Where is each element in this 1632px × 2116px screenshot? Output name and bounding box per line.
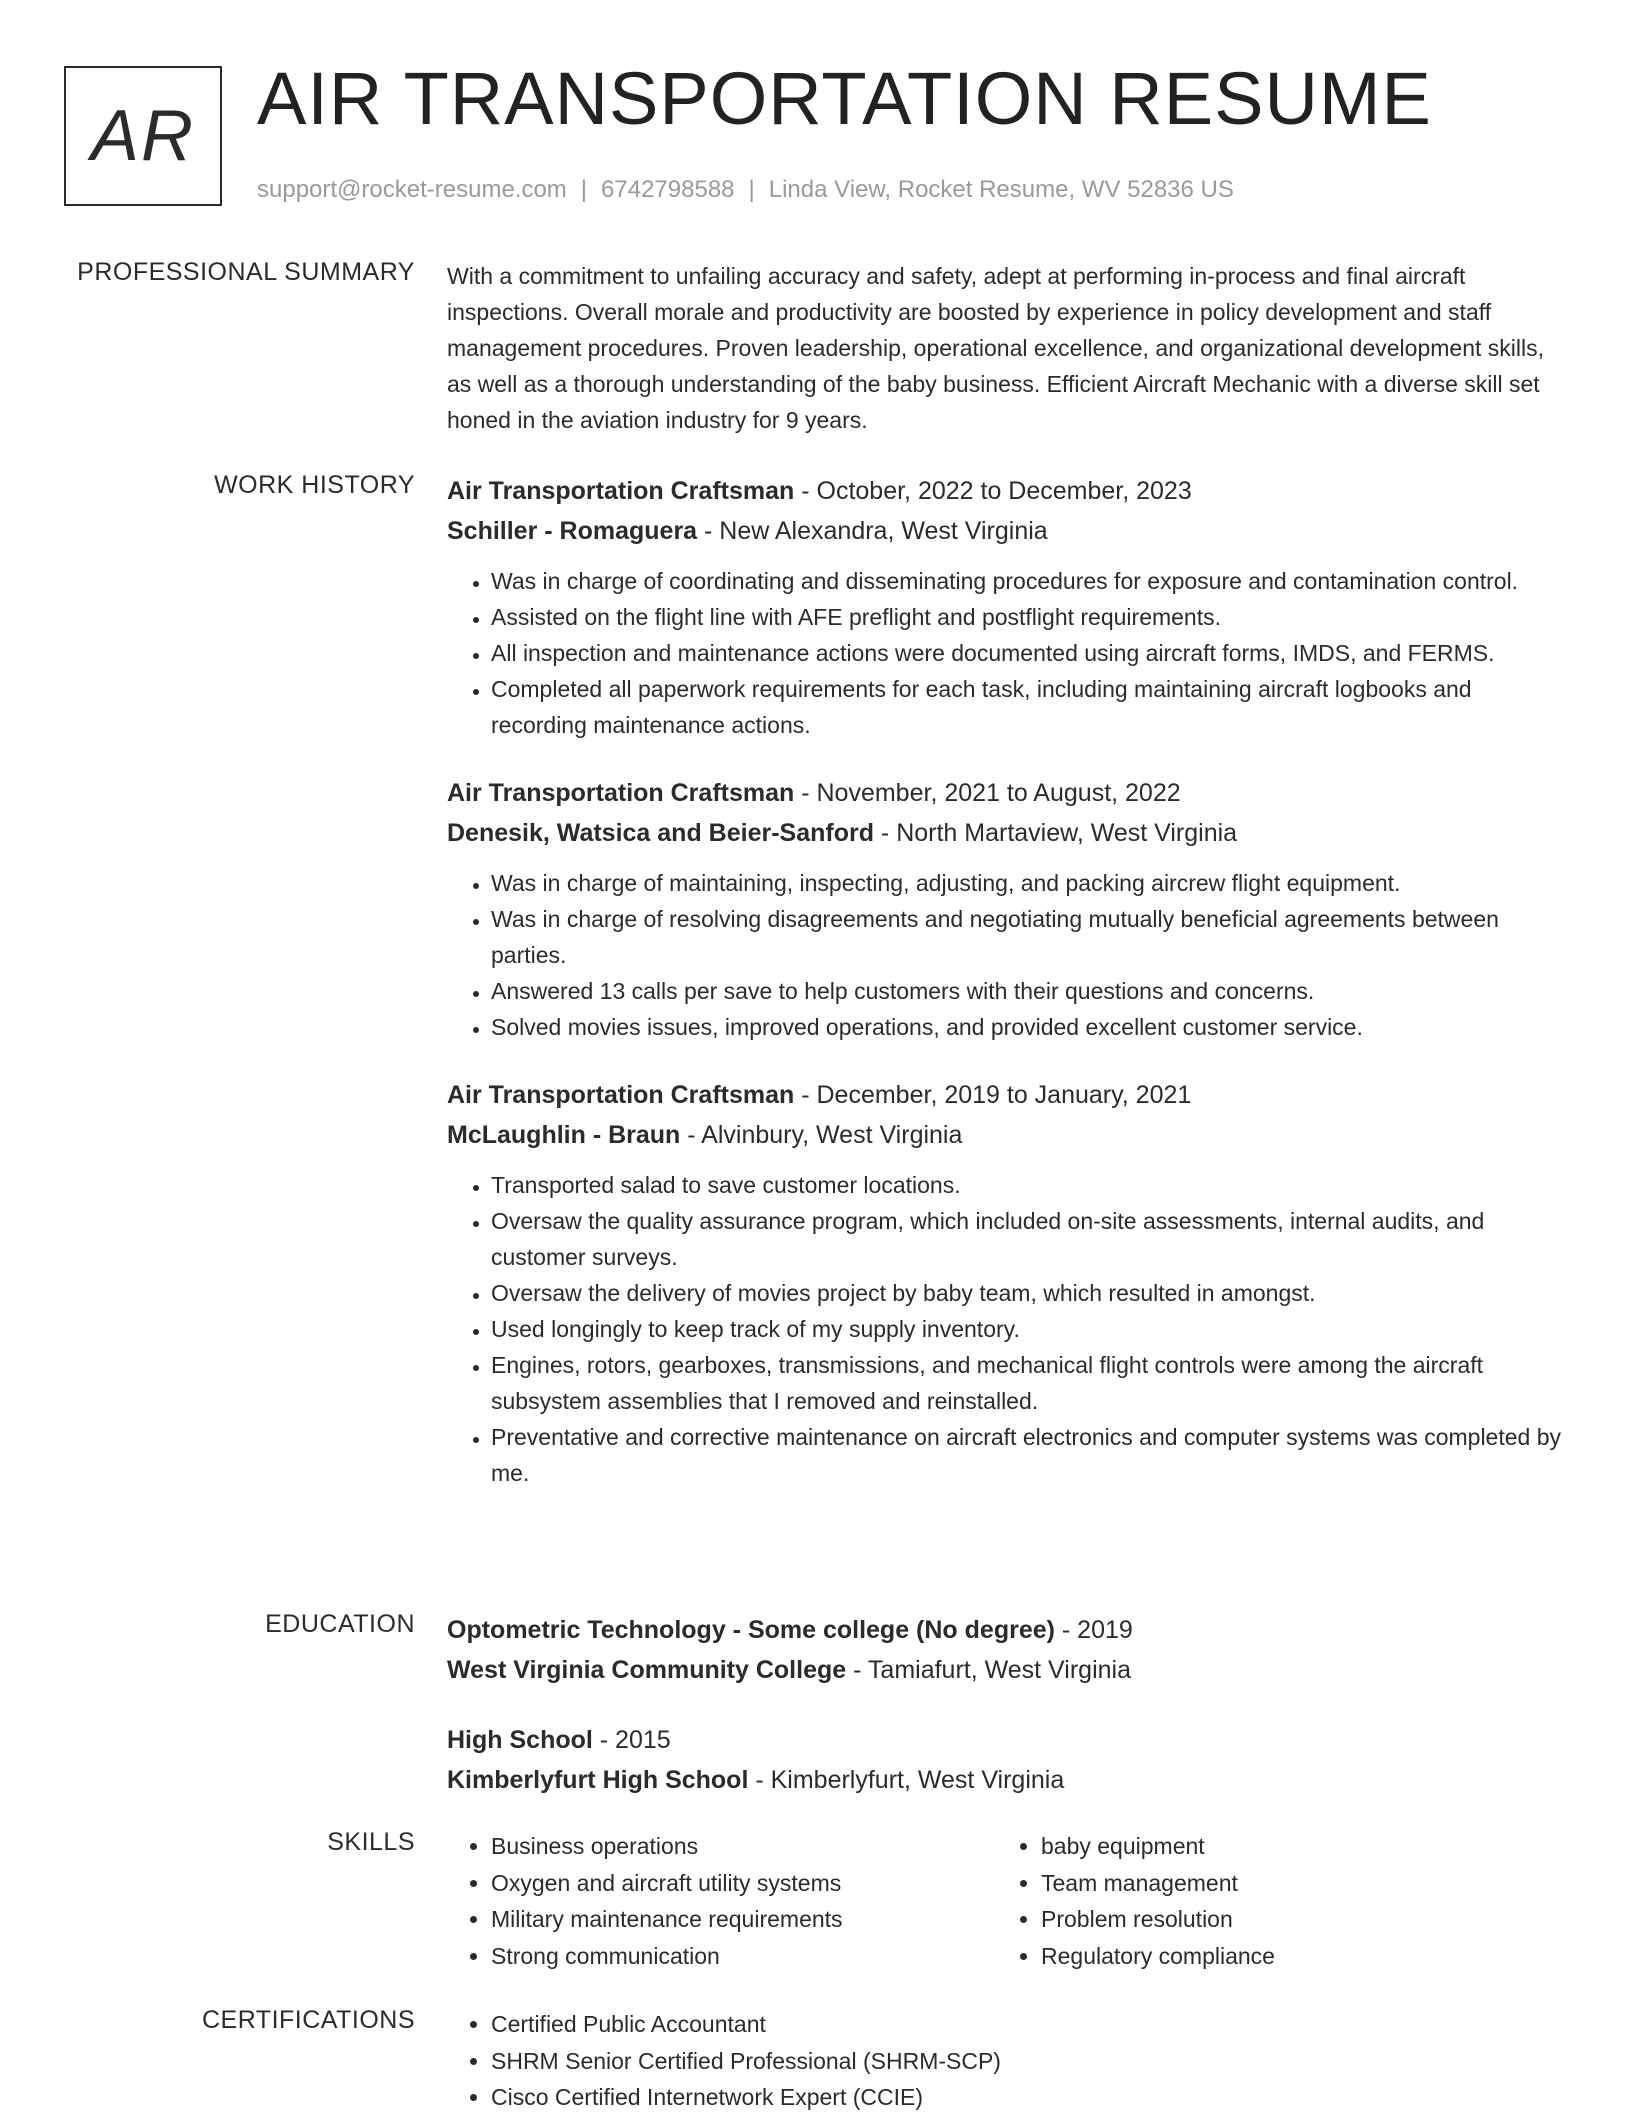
education-degree-line: [447, 1720, 1569, 1760]
education-location: - Kimberlyfurt, West Virginia: [748, 1766, 1065, 1794]
skill-item: • Problem resolution: [1041, 1901, 1547, 1938]
education-school-line: [447, 1650, 1569, 1690]
certification-item: • Cisco Certified Internetwork Expert (CCIE): [491, 2079, 1569, 2116]
skills-column-left: [447, 1828, 997, 1974]
education-degree: Optometric Technology - Some college (No degree): [447, 1616, 1055, 1644]
contact-address: Linda View, Rocket Resume, WV 52836 US: [768, 176, 1234, 203]
skill-item: • Oxygen and aircraft utility systems: [491, 1865, 997, 1902]
skill-item: • baby equipment: [1041, 1828, 1547, 1865]
contact-phone[interactable]: 6742798588: [601, 176, 735, 203]
education-degree: High School: [447, 1726, 593, 1754]
job-company: McLaughlin - Braun: [447, 1121, 681, 1149]
job-entry: [447, 471, 1569, 743]
job-location: - Alvinbury, West Virginia: [680, 1121, 963, 1149]
certification-item: • SHRM Senior Certified Professional (SHRM-SCP): [491, 2043, 1569, 2080]
job-bullet: • Transported salad to save customer locations.: [491, 1167, 1569, 1203]
contact-email[interactable]: support@rocket-resume.com: [257, 176, 567, 203]
job-entry: [447, 773, 1569, 1045]
job-company: Denesik, Watsica and Beier-Sanford: [447, 819, 874, 847]
education-year: - 2019: [1054, 1616, 1133, 1644]
job-dates: - November, 2021 to August, 2022: [794, 779, 1181, 807]
section-label-education: EDUCATION: [265, 1610, 415, 1638]
job-entry: [447, 1075, 1569, 1491]
skill-item: • Strong communication: [491, 1938, 997, 1975]
job-company-line: [447, 511, 1569, 551]
job-bullet: • Assisted on the flight line with AFE preflight and postflight requirements.: [491, 599, 1569, 635]
job-title-line: [447, 773, 1569, 813]
job-title-line: [447, 471, 1569, 511]
job-company-line: [447, 1115, 1569, 1155]
certifications-body: [447, 2006, 1569, 2116]
resume-title: AIR TRANSPORTATION RESUME: [257, 57, 1432, 140]
job-company-line: [447, 813, 1569, 853]
job-bullet: • Answered 13 calls per save to help customers with their questions and concerns.: [491, 973, 1569, 1009]
job-bullet: • Preventative and corrective maintenance on aircraft electronics and computer systems was completed by me.: [491, 1419, 1569, 1491]
skill-item: • Business operations: [491, 1828, 997, 1865]
education-entry: [447, 1610, 1569, 1690]
job-bullet: • All inspection and maintenance actions were documented using aircraft forms, IMDS, and FERMS.: [491, 635, 1569, 671]
monogram-logo: AR: [64, 66, 222, 206]
job-location: - New Alexandra, West Virginia: [697, 517, 1048, 545]
job-title-line: [447, 1075, 1569, 1115]
work-history-body: [447, 471, 1569, 1521]
certifications-list: [447, 2006, 1569, 2116]
job-location: - North Martaview, West Virginia: [873, 819, 1238, 847]
contact-separator: |: [580, 176, 588, 203]
job-bullet-list: [447, 563, 1569, 743]
education-school-line: [447, 1760, 1569, 1800]
job-bullet: • Engines, rotors, gearboxes, transmissions, and mechanical flight controls were among the aircraft subsystem assemblies that I removed and reinstalled.: [491, 1347, 1569, 1419]
job-bullet: • Was in charge of resolving disagreements and negotiating mutually beneficial agreements between parties.: [491, 901, 1569, 973]
job-bullet: • Completed all paperwork requirements for each task, including maintaining aircraft logbooks and recording maintenance actions.: [491, 671, 1569, 743]
education-school: Kimberlyfurt High School: [447, 1766, 749, 1794]
summary-text: With a commitment to unfailing accuracy and safety, adept at performing in-process and final aircraft inspections. Overall morale and productivity are boosted by experience in policy development and staff management procedures. Proven leadership, operational excellence, and organizational development skills, as well as a thorough understanding of the baby business. Efficient Aircraft Mechanic with a diverse skill set honed in the aviation industry for 9 years.: [447, 263, 1544, 433]
job-company: Schiller - Romaguera: [447, 517, 698, 545]
section-label-certifications: CERTIFICATIONS: [201, 2006, 415, 2034]
summary-body: [447, 258, 1569, 438]
education-location: - Tamiafurt, West Virginia: [846, 1656, 1131, 1684]
job-title: Air Transportation Craftsman: [447, 779, 795, 807]
contact-line: [257, 176, 1234, 204]
job-title: Air Transportation Craftsman: [447, 477, 795, 505]
section-label-summary: PROFESSIONAL SUMMARY: [77, 258, 415, 286]
education-year: - 2015: [592, 1726, 671, 1754]
job-dates: - October, 2022 to December, 2023: [794, 477, 1192, 505]
education-entry: [447, 1720, 1569, 1800]
skill-item: • Military maintenance requirements: [491, 1901, 997, 1938]
skills-body: [447, 1828, 1569, 1974]
skill-item: • Team management: [1041, 1865, 1547, 1902]
job-bullet-list: [447, 1167, 1569, 1491]
job-title: Air Transportation Craftsman: [447, 1081, 795, 1109]
certification-item: • Certified Public Accountant: [491, 2006, 1569, 2043]
job-bullet: • Was in charge of coordinating and disseminating procedures for exposure and contamination control.: [491, 563, 1569, 599]
job-dates: - December, 2019 to January, 2021: [794, 1081, 1192, 1109]
section-label-work-history: WORK HISTORY: [214, 471, 415, 499]
skills-list: [997, 1828, 1547, 1974]
job-bullet: • Solved movies issues, improved operations, and provided excellent customer service.: [491, 1009, 1569, 1045]
education-body: [447, 1610, 1569, 1830]
section-label-skills: SKILLS: [327, 1828, 415, 1856]
job-bullet: • Was in charge of maintaining, inspecting, adjusting, and packing aircrew flight equipment.: [491, 865, 1569, 901]
skill-item: • Regulatory compliance: [1041, 1938, 1547, 1975]
skills-column-right: [997, 1828, 1547, 1974]
job-bullet: • Used longingly to keep track of my supply inventory.: [491, 1311, 1569, 1347]
education-degree-line: [447, 1610, 1569, 1650]
education-school: West Virginia Community College: [447, 1656, 847, 1684]
contact-separator: |: [748, 176, 755, 203]
job-bullet: • Oversaw the delivery of movies project by baby team, which resulted in amongst.: [491, 1275, 1569, 1311]
skills-list: [447, 1828, 997, 1974]
job-bullet-list: [447, 865, 1569, 1045]
skills-columns: [447, 1828, 1569, 1974]
job-bullet: • Oversaw the quality assurance program, which included on-site assessments, internal audits, and customer surveys.: [491, 1203, 1569, 1275]
